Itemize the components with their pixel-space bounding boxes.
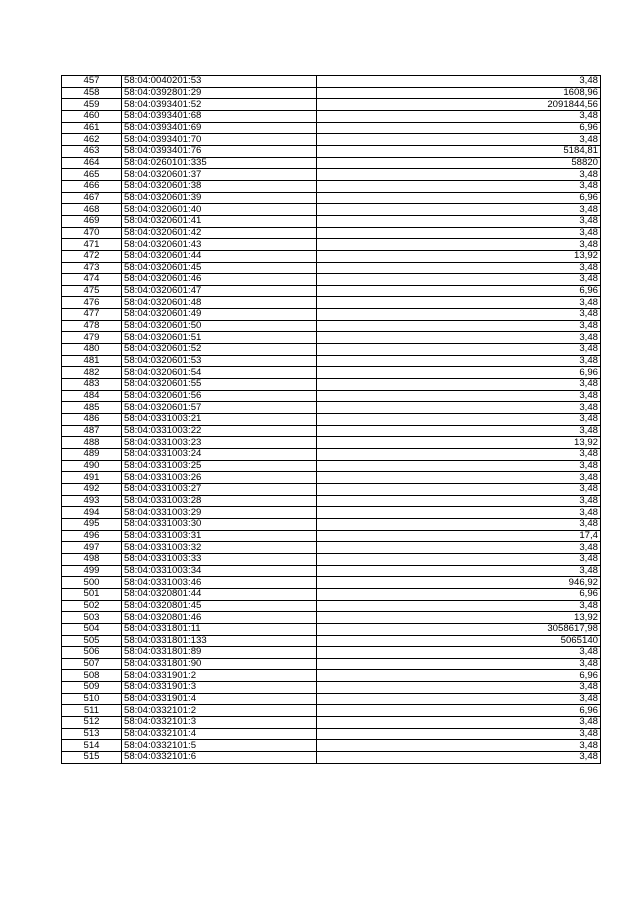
- table-row: [62, 157, 601, 169]
- row-number-cell: 468: [62, 204, 122, 216]
- cadastral-number-cell: 58:04:0393401:76: [122, 145, 317, 157]
- table-row: [62, 495, 601, 507]
- value-cell: 3,48: [317, 553, 601, 565]
- cadastral-number-cell: 58:04:0320601:49: [122, 309, 317, 321]
- row-number-cell: 464: [62, 157, 122, 169]
- row-number-cell: 486: [62, 414, 122, 426]
- cadastral-number-cell: 58:04:0260101:335: [122, 157, 317, 169]
- row-number-cell: 484: [62, 390, 122, 402]
- cadastral-number-cell: 58:04:0320601:40: [122, 204, 317, 216]
- cadastral-number-cell: 58:04:0320601:53: [122, 355, 317, 367]
- cadastral-number-cell: 58:04:0320601:52: [122, 344, 317, 356]
- row-number-cell: 479: [62, 332, 122, 344]
- cadastral-number-cell: 58:04:0331003:27: [122, 483, 317, 495]
- table-row: [62, 134, 601, 146]
- row-number-cell: 490: [62, 460, 122, 472]
- value-cell: 3,48: [317, 460, 601, 472]
- value-cell: 3,48: [317, 507, 601, 519]
- row-number-cell: 458: [62, 87, 122, 99]
- row-number-cell: 467: [62, 192, 122, 204]
- cadastral-number-cell: 58:04:0331801:90: [122, 658, 317, 670]
- cadastral-number-cell: 58:04:0331003:26: [122, 472, 317, 484]
- value-cell: 3,48: [317, 227, 601, 239]
- row-number-cell: 461: [62, 122, 122, 134]
- value-cell: 3,48: [317, 320, 601, 332]
- row-number-cell: 510: [62, 693, 122, 705]
- cadastral-number-cell: 58:04:0331003:25: [122, 460, 317, 472]
- cadastral-number-cell: 58:04:0393401:70: [122, 134, 317, 146]
- cadastral-number-cell: 58:04:0320601:37: [122, 169, 317, 181]
- row-number-cell: 504: [62, 623, 122, 635]
- table-row: [62, 379, 601, 391]
- cadastral-number-cell: 58:04:0320601:46: [122, 274, 317, 286]
- row-number-cell: 506: [62, 647, 122, 659]
- value-cell: 13,92: [317, 250, 601, 262]
- table-row: [62, 647, 601, 659]
- cadastral-number-cell: 58:04:0320601:41: [122, 215, 317, 227]
- row-number-cell: 505: [62, 635, 122, 647]
- row-number-cell: 483: [62, 379, 122, 391]
- value-cell: 17,4: [317, 530, 601, 542]
- value-cell: 3,48: [317, 297, 601, 309]
- value-cell: 3,48: [317, 390, 601, 402]
- value-cell: 3,48: [317, 728, 601, 740]
- value-cell: 3,48: [317, 449, 601, 461]
- row-number-cell: 499: [62, 565, 122, 577]
- table-row: [62, 320, 601, 332]
- row-number-cell: 457: [62, 76, 122, 88]
- value-cell: 3,48: [317, 565, 601, 577]
- row-number-cell: 507: [62, 658, 122, 670]
- table-row: [62, 717, 601, 729]
- cadastral-number-cell: 58:04:0040201:53: [122, 76, 317, 88]
- cadastral-number-cell: 58:04:0331003:33: [122, 553, 317, 565]
- table-row: [62, 623, 601, 635]
- table-row: [62, 76, 601, 88]
- row-number-cell: 500: [62, 577, 122, 589]
- table-row: [62, 110, 601, 122]
- value-cell: 3,48: [317, 740, 601, 752]
- table-row: [62, 215, 601, 227]
- value-cell: 1608,96: [317, 87, 601, 99]
- table-row: [62, 437, 601, 449]
- cadastral-number-cell: 58:04:0332101:3: [122, 717, 317, 729]
- value-cell: 3,48: [317, 76, 601, 88]
- row-number-cell: 480: [62, 344, 122, 356]
- row-number-cell: 487: [62, 425, 122, 437]
- cadastral-number-cell: 58:04:0320601:51: [122, 332, 317, 344]
- table-row: [62, 274, 601, 286]
- value-cell: 3,48: [317, 483, 601, 495]
- value-cell: 2091844,56: [317, 99, 601, 111]
- row-number-cell: 509: [62, 682, 122, 694]
- cadastral-number-cell: 58:04:0392801:29: [122, 87, 317, 99]
- value-cell: 3,48: [317, 693, 601, 705]
- table-row: [62, 145, 601, 157]
- row-number-cell: 502: [62, 600, 122, 612]
- value-cell: 3,48: [317, 355, 601, 367]
- value-cell: 3,48: [317, 204, 601, 216]
- cadastral-number-cell: 58:04:0320601:45: [122, 262, 317, 274]
- row-number-cell: 482: [62, 367, 122, 379]
- value-cell: 6,96: [317, 705, 601, 717]
- cadastral-number-cell: 58:04:0320601:57: [122, 402, 317, 414]
- cadastral-number-cell: 58:04:0332101:6: [122, 752, 317, 764]
- table-row: [62, 682, 601, 694]
- table-row: [62, 658, 601, 670]
- row-number-cell: 508: [62, 670, 122, 682]
- row-number-cell: 496: [62, 530, 122, 542]
- table-body: [62, 76, 601, 764]
- row-number-cell: 481: [62, 355, 122, 367]
- value-cell: 3,48: [317, 215, 601, 227]
- table-row: [62, 565, 601, 577]
- cadastral-number-cell: 58:04:0320601:56: [122, 390, 317, 402]
- value-cell: 3,48: [317, 110, 601, 122]
- row-number-cell: 472: [62, 250, 122, 262]
- value-cell: 5184,81: [317, 145, 601, 157]
- value-cell: 3058617,98: [317, 623, 601, 635]
- table-row: [62, 518, 601, 530]
- row-number-cell: 466: [62, 180, 122, 192]
- value-cell: 5065140: [317, 635, 601, 647]
- cadastral-number-cell: 58:04:0331003:30: [122, 518, 317, 530]
- table-row: [62, 693, 601, 705]
- row-number-cell: 497: [62, 542, 122, 554]
- row-number-cell: 460: [62, 110, 122, 122]
- value-cell: 3,48: [317, 169, 601, 181]
- table-row: [62, 460, 601, 472]
- row-number-cell: 463: [62, 145, 122, 157]
- cadastral-number-cell: 58:04:0331003:46: [122, 577, 317, 589]
- table-row: [62, 87, 601, 99]
- cadastral-number-cell: 58:04:0320601:54: [122, 367, 317, 379]
- table-row: [62, 239, 601, 251]
- cadastral-number-cell: 58:04:0332101:5: [122, 740, 317, 752]
- row-number-cell: 503: [62, 612, 122, 624]
- table-row: [62, 530, 601, 542]
- table-row: [62, 425, 601, 437]
- value-cell: 6,96: [317, 670, 601, 682]
- table-row: [62, 740, 601, 752]
- cadastral-number-cell: 58:04:0331901:2: [122, 670, 317, 682]
- cadastral-number-cell: 58:04:0320601:48: [122, 297, 317, 309]
- row-number-cell: 471: [62, 239, 122, 251]
- value-cell: 3,48: [317, 274, 601, 286]
- cadastral-number-cell: 58:04:0320601:55: [122, 379, 317, 391]
- table-row: [62, 367, 601, 379]
- value-cell: 3,48: [317, 134, 601, 146]
- table-row: [62, 250, 601, 262]
- value-cell: 3,48: [317, 542, 601, 554]
- value-cell: 6,96: [317, 192, 601, 204]
- value-cell: 13,92: [317, 437, 601, 449]
- cadastral-number-cell: 58:04:0331003:22: [122, 425, 317, 437]
- value-cell: 3,48: [317, 658, 601, 670]
- value-cell: 3,48: [317, 332, 601, 344]
- table-row: [62, 262, 601, 274]
- table-row: [62, 309, 601, 321]
- table-row: [62, 449, 601, 461]
- table-row: [62, 483, 601, 495]
- data-table: [61, 75, 601, 764]
- value-cell: 946,92: [317, 577, 601, 589]
- row-number-cell: 492: [62, 483, 122, 495]
- table-row: [62, 728, 601, 740]
- table-row: [62, 122, 601, 134]
- table-row: [62, 542, 601, 554]
- cadastral-number-cell: 58:04:0331801:133: [122, 635, 317, 647]
- row-number-cell: 476: [62, 297, 122, 309]
- value-cell: 3,48: [317, 472, 601, 484]
- value-cell: 6,96: [317, 367, 601, 379]
- table-row: [62, 705, 601, 717]
- row-number-cell: 498: [62, 553, 122, 565]
- cadastral-number-cell: 58:04:0320601:39: [122, 192, 317, 204]
- cadastral-number-cell: 58:04:0393401:69: [122, 122, 317, 134]
- cadastral-number-cell: 58:04:0320601:38: [122, 180, 317, 192]
- row-number-cell: 489: [62, 449, 122, 461]
- table-row: [62, 99, 601, 111]
- cadastral-number-cell: 58:04:0320601:43: [122, 239, 317, 251]
- cadastral-number-cell: 58:04:0332101:4: [122, 728, 317, 740]
- row-number-cell: 469: [62, 215, 122, 227]
- table-row: [62, 472, 601, 484]
- cadastral-number-cell: 58:04:0320601:42: [122, 227, 317, 239]
- row-number-cell: 515: [62, 752, 122, 764]
- value-cell: 3,48: [317, 262, 601, 274]
- table-row: [62, 390, 601, 402]
- cadastral-number-cell: 58:04:0331901:4: [122, 693, 317, 705]
- table-row: [62, 635, 601, 647]
- row-number-cell: 488: [62, 437, 122, 449]
- table-row: [62, 192, 601, 204]
- table-row: [62, 285, 601, 297]
- row-number-cell: 512: [62, 717, 122, 729]
- row-number-cell: 474: [62, 274, 122, 286]
- table-row: [62, 355, 601, 367]
- cadastral-number-cell: 58:04:0331003:29: [122, 507, 317, 519]
- row-number-cell: 511: [62, 705, 122, 717]
- table-row: [62, 588, 601, 600]
- value-cell: 58820: [317, 157, 601, 169]
- value-cell: 3,48: [317, 414, 601, 426]
- row-number-cell: 462: [62, 134, 122, 146]
- row-number-cell: 501: [62, 588, 122, 600]
- cadastral-number-cell: 58:04:0331003:21: [122, 414, 317, 426]
- cadastral-number-cell: 58:04:0332101:2: [122, 705, 317, 717]
- cadastral-number-cell: 58:04:0331003:32: [122, 542, 317, 554]
- row-number-cell: 485: [62, 402, 122, 414]
- row-number-cell: 470: [62, 227, 122, 239]
- value-cell: 6,96: [317, 122, 601, 134]
- cadastral-number-cell: 58:04:0320601:50: [122, 320, 317, 332]
- row-number-cell: 459: [62, 99, 122, 111]
- cadastral-number-cell: 58:04:0331003:23: [122, 437, 317, 449]
- value-cell: 3,48: [317, 239, 601, 251]
- row-number-cell: 513: [62, 728, 122, 740]
- value-cell: 3,48: [317, 518, 601, 530]
- cadastral-number-cell: 58:04:0331801:89: [122, 647, 317, 659]
- row-number-cell: 514: [62, 740, 122, 752]
- value-cell: 3,48: [317, 344, 601, 356]
- cadastral-number-cell: 58:04:0320801:45: [122, 600, 317, 612]
- value-cell: 3,48: [317, 425, 601, 437]
- row-number-cell: 493: [62, 495, 122, 507]
- row-number-cell: 494: [62, 507, 122, 519]
- value-cell: 3,48: [317, 180, 601, 192]
- cadastral-number-cell: 58:04:0320601:47: [122, 285, 317, 297]
- table-row: [62, 297, 601, 309]
- row-number-cell: 477: [62, 309, 122, 321]
- value-cell: 3,48: [317, 402, 601, 414]
- table-row: [62, 752, 601, 764]
- cadastral-number-cell: 58:04:0320801:44: [122, 588, 317, 600]
- value-cell: 3,48: [317, 717, 601, 729]
- table-row: [62, 180, 601, 192]
- table-row: [62, 612, 601, 624]
- value-cell: 3,48: [317, 647, 601, 659]
- table-row: [62, 670, 601, 682]
- table-row: [62, 227, 601, 239]
- row-number-cell: 475: [62, 285, 122, 297]
- cadastral-number-cell: 58:04:0331801:11: [122, 623, 317, 635]
- value-cell: 3,48: [317, 379, 601, 391]
- table-row: [62, 553, 601, 565]
- table-row: [62, 332, 601, 344]
- value-cell: 3,48: [317, 309, 601, 321]
- row-number-cell: 491: [62, 472, 122, 484]
- cadastral-number-cell: 58:04:0320801:46: [122, 612, 317, 624]
- value-cell: 6,96: [317, 588, 601, 600]
- row-number-cell: 478: [62, 320, 122, 332]
- row-number-cell: 473: [62, 262, 122, 274]
- table-row: [62, 344, 601, 356]
- row-number-cell: 465: [62, 169, 122, 181]
- row-number-cell: 495: [62, 518, 122, 530]
- value-cell: 3,48: [317, 682, 601, 694]
- table-row: [62, 600, 601, 612]
- cadastral-number-cell: 58:04:0331901:3: [122, 682, 317, 694]
- cadastral-number-cell: 58:04:0393401:68: [122, 110, 317, 122]
- table-row: [62, 577, 601, 589]
- value-cell: 13,92: [317, 612, 601, 624]
- cadastral-number-cell: 58:04:0331003:28: [122, 495, 317, 507]
- table-row: [62, 414, 601, 426]
- cadastral-number-cell: 58:04:0320601:44: [122, 250, 317, 262]
- table-row: [62, 402, 601, 414]
- table-row: [62, 169, 601, 181]
- cadastral-number-cell: 58:04:0331003:31: [122, 530, 317, 542]
- table-row: [62, 204, 601, 216]
- value-cell: 6,96: [317, 285, 601, 297]
- cadastral-number-cell: 58:04:0331003:34: [122, 565, 317, 577]
- table-row: [62, 507, 601, 519]
- value-cell: 3,48: [317, 752, 601, 764]
- value-cell: 3,48: [317, 495, 601, 507]
- value-cell: 3,48: [317, 600, 601, 612]
- cadastral-number-cell: 58:04:0393401:52: [122, 99, 317, 111]
- cadastral-number-cell: 58:04:0331003:24: [122, 449, 317, 461]
